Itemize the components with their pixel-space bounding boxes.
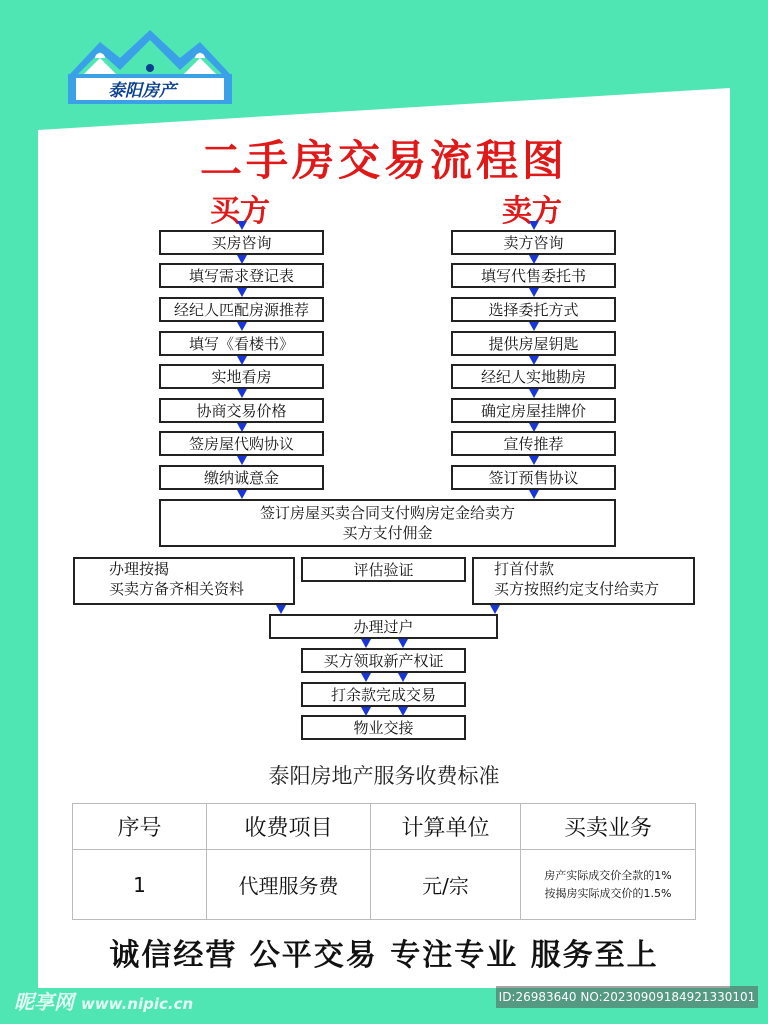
arrow-icon (529, 456, 539, 465)
arrow-icon (529, 490, 539, 499)
watermark-site-name: 昵享网 (14, 990, 74, 1014)
fee-table-title: 泰阳房地产服务收费标准 (268, 764, 500, 788)
fee-table (72, 803, 696, 920)
arrow-icon (490, 605, 500, 614)
arrow-icon (398, 673, 408, 682)
cell-unit: 元/宗 (371, 850, 521, 920)
arrow-icon (361, 673, 371, 682)
final-step: 买方领取新产权证 (301, 648, 466, 673)
cell-item: 代理服务费 (207, 850, 371, 920)
arrow-icon (237, 456, 247, 465)
seller-step: 宣传推荐 (451, 431, 616, 456)
watermark-id: ID:26983640 NO:20230909184921330101 (496, 986, 758, 1008)
seller-step: 经纪人实地勘房 (451, 364, 616, 389)
seller-step: 卖方咨询 (451, 230, 616, 255)
arrow-icon (237, 322, 247, 331)
arrow-icon (529, 288, 539, 297)
down-payment-line1: 打首付款 (494, 560, 555, 578)
mortgage-box (73, 557, 295, 605)
down-payment-box (472, 557, 695, 605)
buyer-step: 缴纳诚意金 (159, 465, 324, 490)
buyer-heading: 买方 (210, 194, 270, 229)
logo-text: 泰阳房产 (108, 81, 176, 101)
header-no: 序号 (73, 804, 207, 850)
seller-heading: 卖方 (502, 194, 562, 229)
buyer-step: 实地看房 (159, 364, 324, 389)
buyer-step: 经纪人匹配房源推荐 (159, 297, 324, 322)
header-business: 买卖业务 (521, 804, 696, 850)
arrow-icon (529, 423, 539, 432)
arrow-icon (529, 389, 539, 398)
arrow-icon (237, 221, 247, 230)
slogan: 诚信经营 公平交易 专注专业 服务至上 (109, 938, 659, 973)
arrow-icon (398, 639, 408, 648)
arrow-icon (529, 255, 539, 264)
cell-rules (521, 850, 696, 920)
buyer-step: 协商交易价格 (159, 398, 324, 423)
arrow-icon (237, 389, 247, 398)
arrow-icon (237, 490, 247, 499)
arrow-icon (276, 605, 286, 614)
arrow-icon (237, 255, 247, 264)
arrow-icon (237, 288, 247, 297)
buyer-step: 买房咨询 (159, 230, 324, 255)
page-title: 二手房交易流程图 (199, 136, 568, 185)
arrow-icon (398, 707, 408, 716)
rule-full-payment: 房产实际成交价全款的1% (544, 868, 672, 882)
seller-step: 确定房屋挂牌价 (451, 398, 616, 423)
buyer-step: 填写《看楼书》 (159, 331, 324, 356)
seller-step: 填写代售委托书 (451, 263, 616, 288)
rule-mortgage: 按揭房实际成交价的1.5% (544, 886, 672, 900)
table-row (73, 850, 696, 920)
contract-line2: 买方支付佣金 (342, 524, 433, 542)
down-payment-line2: 买方按照约定支付给卖方 (494, 580, 660, 598)
seller-step: 提供房屋钥匙 (451, 331, 616, 356)
table-header-row (73, 804, 696, 850)
transfer-box: 办理过户 (269, 614, 498, 639)
contract-box (159, 499, 616, 547)
seller-step: 选择委托方式 (451, 297, 616, 322)
arrow-icon (237, 356, 247, 365)
final-step: 打余款完成交易 (301, 682, 466, 707)
watermark-url: www.nipic.cn (80, 995, 194, 1013)
mortgage-line1: 办理按揭 (109, 560, 170, 578)
arrow-icon (529, 221, 539, 230)
header-unit: 计算单位 (371, 804, 521, 850)
contract-line1: 签订房屋买卖合同支付购房定金给卖方 (259, 504, 515, 522)
final-step: 物业交接 (301, 715, 466, 740)
mortgage-line2: 买卖方备齐相关资料 (109, 580, 245, 598)
buyer-step: 填写需求登记表 (159, 263, 324, 288)
arrow-icon (361, 707, 371, 716)
buyer-step: 签房屋代购协议 (159, 431, 324, 456)
seller-step: 签订预售协议 (451, 465, 616, 490)
arrow-icon (361, 639, 371, 648)
header-item: 收费项目 (207, 804, 371, 850)
watermark-site (14, 986, 193, 1015)
arrow-icon (237, 423, 247, 432)
arrow-icon (529, 322, 539, 331)
appraisal-box: 评估验证 (301, 557, 466, 582)
cell-no: 1 (73, 850, 207, 920)
arrow-icon (529, 356, 539, 365)
